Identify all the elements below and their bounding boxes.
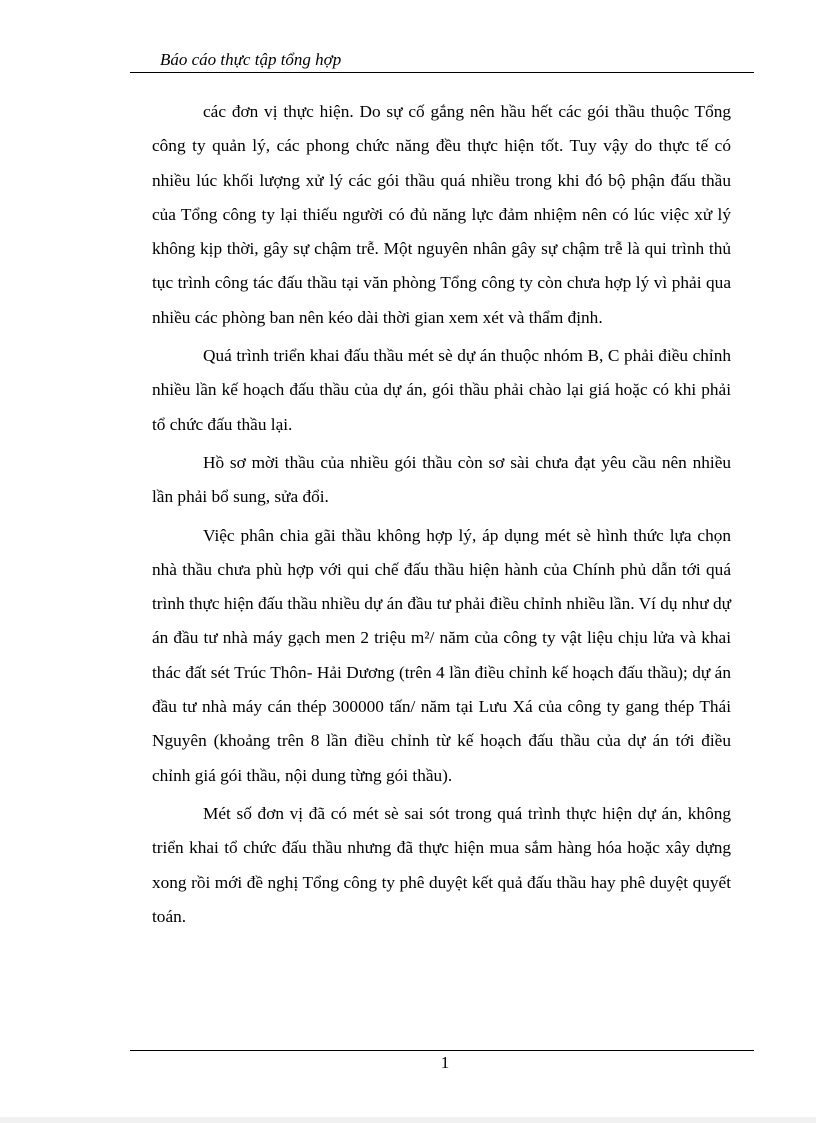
paragraph-2: Quá trình triển khai đấu thầu mét sè dự án thuộc nhóm B, C phải điều chỉnh nhiều lần kế hoạch đấu thầu của dự án, gói thầu phải chào lại giá hoặc có khi phải tổ chức đấu thầu lại. xyxy=(152,346,731,434)
paragraph-5: Mét số đơn vị đã có mét sè sai sót trong quá trình thực hiện dự án, không triển khai tổ chức đấu thầu nhưng đã thực hiện mua sắm hàng hóa hoặc xây dựng xong rồi mới đề nghị Tổng công ty phê duyệt kết quả đấu thầu hay phê duyệt quyết toán. xyxy=(152,803,731,926)
body-text xyxy=(152,95,731,938)
paragraph-1: các đơn vị thực hiện. Do sự cố gắng nên hầu hết các gói thầu thuộc Tổng công ty quản lý, các phong chức năng đều thực hiện tốt. Tuy vậy do thực tế có nhiều lúc khối lượng xử lý các gói thầu quá nhiều trong khi đó bộ phận đấu thầu của Tổng công ty lại thiếu người có đủ năng lực đảm nhiệm nên có lúc việc xử lý không kịp thời, gây sự chậm trễ. Một nguyên nhân gây sự chậm trễ là qui trình thủ tục trình công tác đấu thầu tại văn phòng Tổng công ty còn chưa hợp lý vì phải qua nhiều các phòng ban nên kéo dài thời gian xem xét và thẩm định. xyxy=(152,102,731,327)
page-bottom-edge xyxy=(0,1117,816,1123)
paragraph-4: Việc phân chia gãi thầu không hợp lý, áp dụng mét sè hình thức lựa chọn nhà thầu chưa phù hợp với qui chế đấu thầu hiện hành của Chính phủ dẫn tới quá trình thực hiện đấu thầu nhiều dự án đầu tư phải điều chỉnh nhiều lần. Ví dụ như dự án đầu tư nhà máy gạch men 2 triệu m²/ năm của công ty vật liệu chịu lửa và khai thác đất sét Trúc Thôn- Hải Dương (trên 4 lần điều chỉnh kế hoạch đấu thầu); dự án đầu tư nhà máy cán thép 300000 tấn/ năm tại Lưu Xá của công ty gang thép Thái Nguyên (khoảng trên 8 lần điều chỉnh từ kế hoạch đấu thầu của dự án tới điều chỉnh giá gói thầu, nội dung từng gói thầu). xyxy=(152,525,731,785)
running-header: Báo cáo thực tập tổng hợp xyxy=(160,50,342,69)
page-number: 1 xyxy=(440,1053,450,1072)
paragraph-3: Hồ sơ mời thầu của nhiều gói thầu còn sơ sài chưa đạt yêu cầu nên nhiều lần phải bổ sung, sửa đổi. xyxy=(152,452,731,507)
header-divider xyxy=(130,72,754,73)
footer-divider xyxy=(130,1050,754,1051)
